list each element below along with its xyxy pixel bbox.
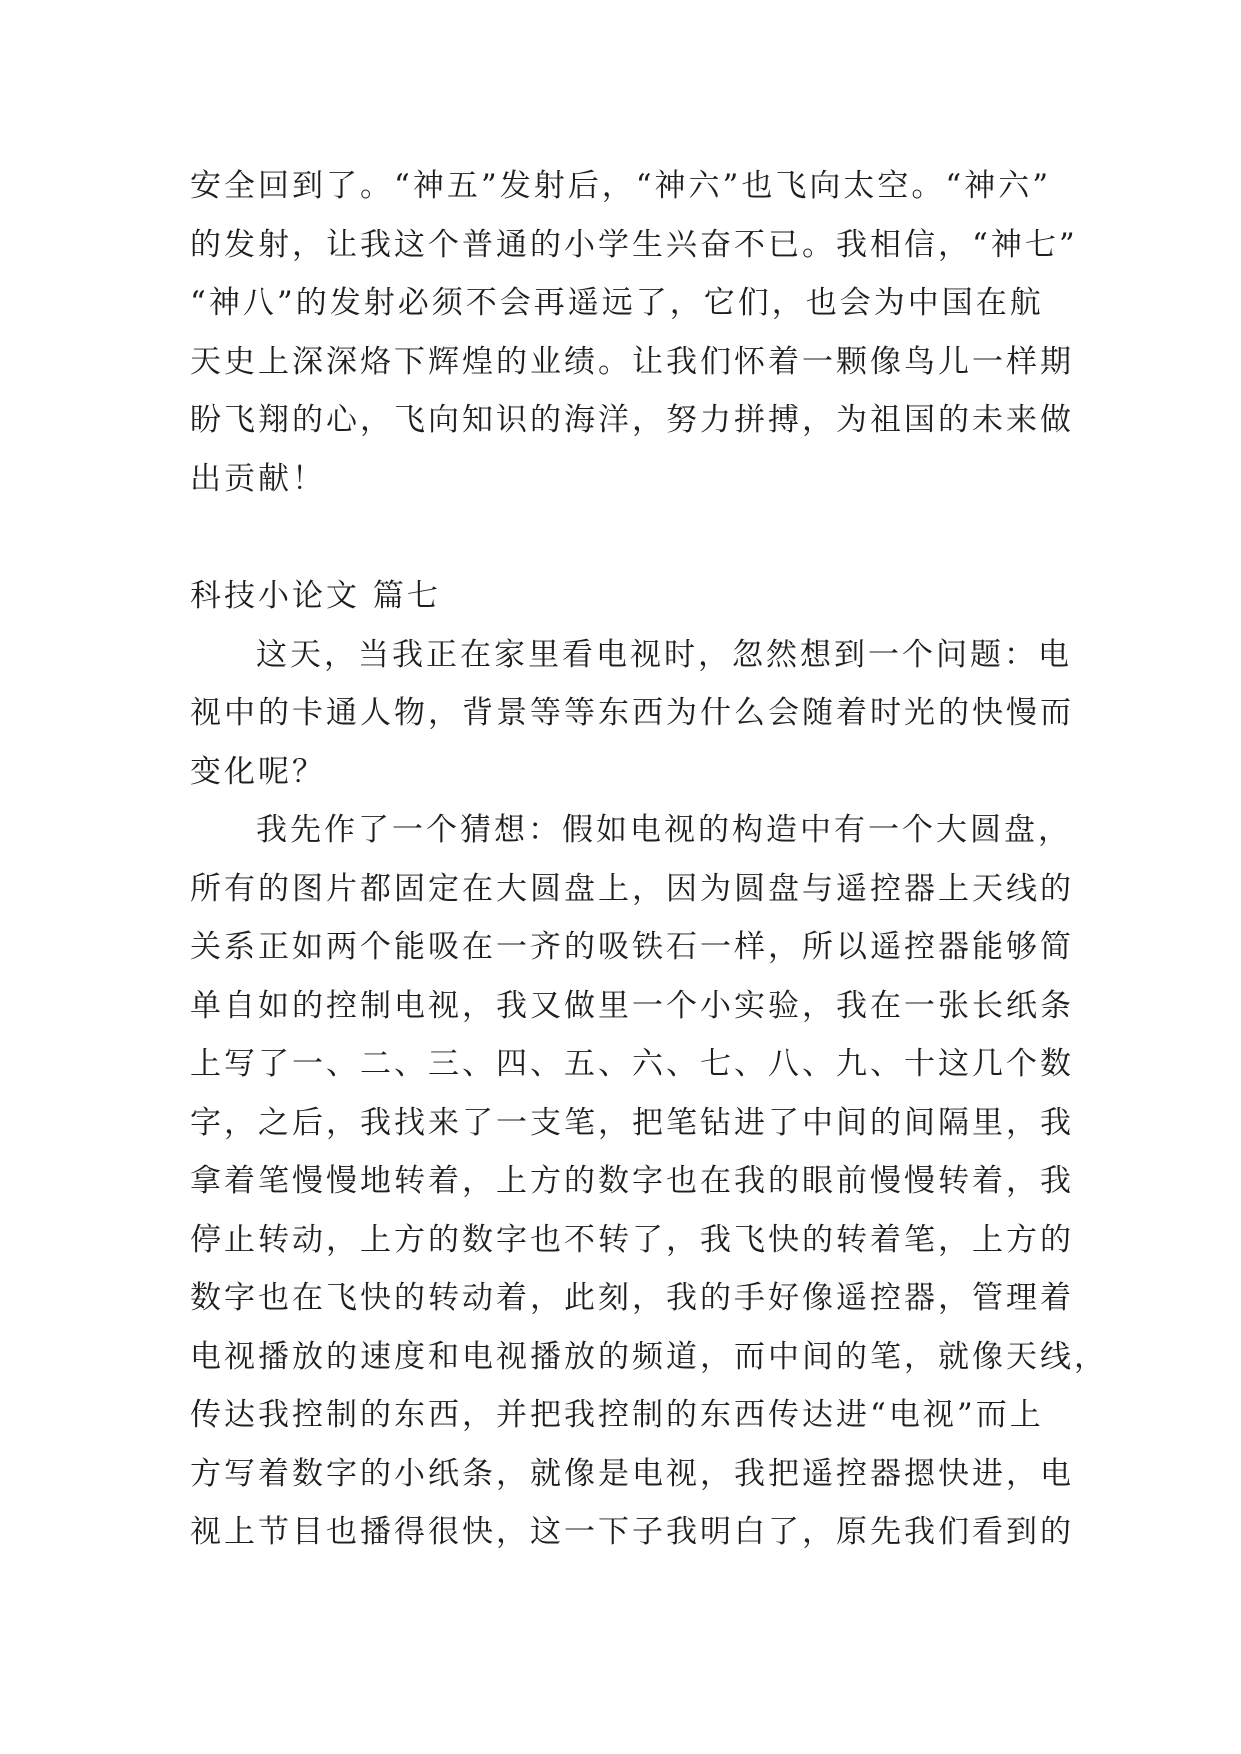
text-line: 安全回到了。“神五”发射后，“神六”也飞向太空。“神六” [190, 168, 1052, 204]
text-line: 所有的图片都固定在大圆盘上，因为圆盘与遥控器上天线的 [190, 870, 1074, 907]
section-seven [190, 567, 1108, 1562]
text-line: 上写了一、二、三、四、五、六、七、八、九、十这几个数 [190, 1046, 1074, 1082]
text-line: 视上节目也播得很快，这一下子我明白了，原先我们看到的 [190, 1514, 1074, 1550]
text-line: 变化呢？ [190, 753, 326, 790]
text-line: 的发射，让我这个普通的小学生兴奋不已。我相信，“神七” [190, 226, 1078, 263]
text-line: “神八”的发射必须不会再遥远了，它们，也会为中国在航 [190, 285, 1044, 321]
text-line: 天史上深深烙下辉煌的业绩。让我们怀着一颗像鸟儿一样期 [190, 343, 1074, 380]
text-line: 我先作了一个猜想：假如电视的构造中有一个大圆盘， [256, 812, 1072, 848]
text-line: 传达我控制的东西，并把我控制的东西传达进“电视”而上 [190, 1397, 1044, 1433]
text-line: 方写着数字的小纸条，就像是电视，我把遥控器摁快进，电 [190, 1455, 1074, 1492]
paragraph-continued [190, 157, 1078, 508]
text-line: 关系正如两个能吸在一齐的吸铁石一样，所以遥控器能够简 [190, 929, 1074, 965]
text-line: 数字也在飞快的转动着，此刻，我的手好像遥控器，管理着 [190, 1280, 1074, 1316]
text-line: 电视播放的速度和电视播放的频道，而中间的笔，就像天线， [190, 1338, 1108, 1375]
text-line: 字，之后，我找来了一支笔，把笔钻进了中间的间隔里，我 [190, 1104, 1074, 1141]
section-title: 科技小论文 篇七 [190, 578, 441, 614]
text-line: 视中的卡通人物，背景等等东西为什么会随着时光的快慢而 [190, 695, 1074, 731]
text-line: 盼飞翔的心，飞向知识的海洋，努力拼搏，为祖国的未来做 [190, 402, 1074, 438]
text-line: 拿着笔慢慢地转着，上方的数字也在我的眼前慢慢转着，我 [190, 1163, 1074, 1199]
text-line: 出贡献！ [190, 460, 326, 497]
text-line: 停止转动，上方的数字也不转了，我飞快的转着笔，上方的 [190, 1221, 1074, 1258]
text-line: 这天，当我正在家里看电视时，忽然想到一个问题：电 [256, 636, 1072, 673]
text-line: 单自如的控制电视，我又做里一个小实验，我在一张长纸条 [190, 987, 1074, 1024]
